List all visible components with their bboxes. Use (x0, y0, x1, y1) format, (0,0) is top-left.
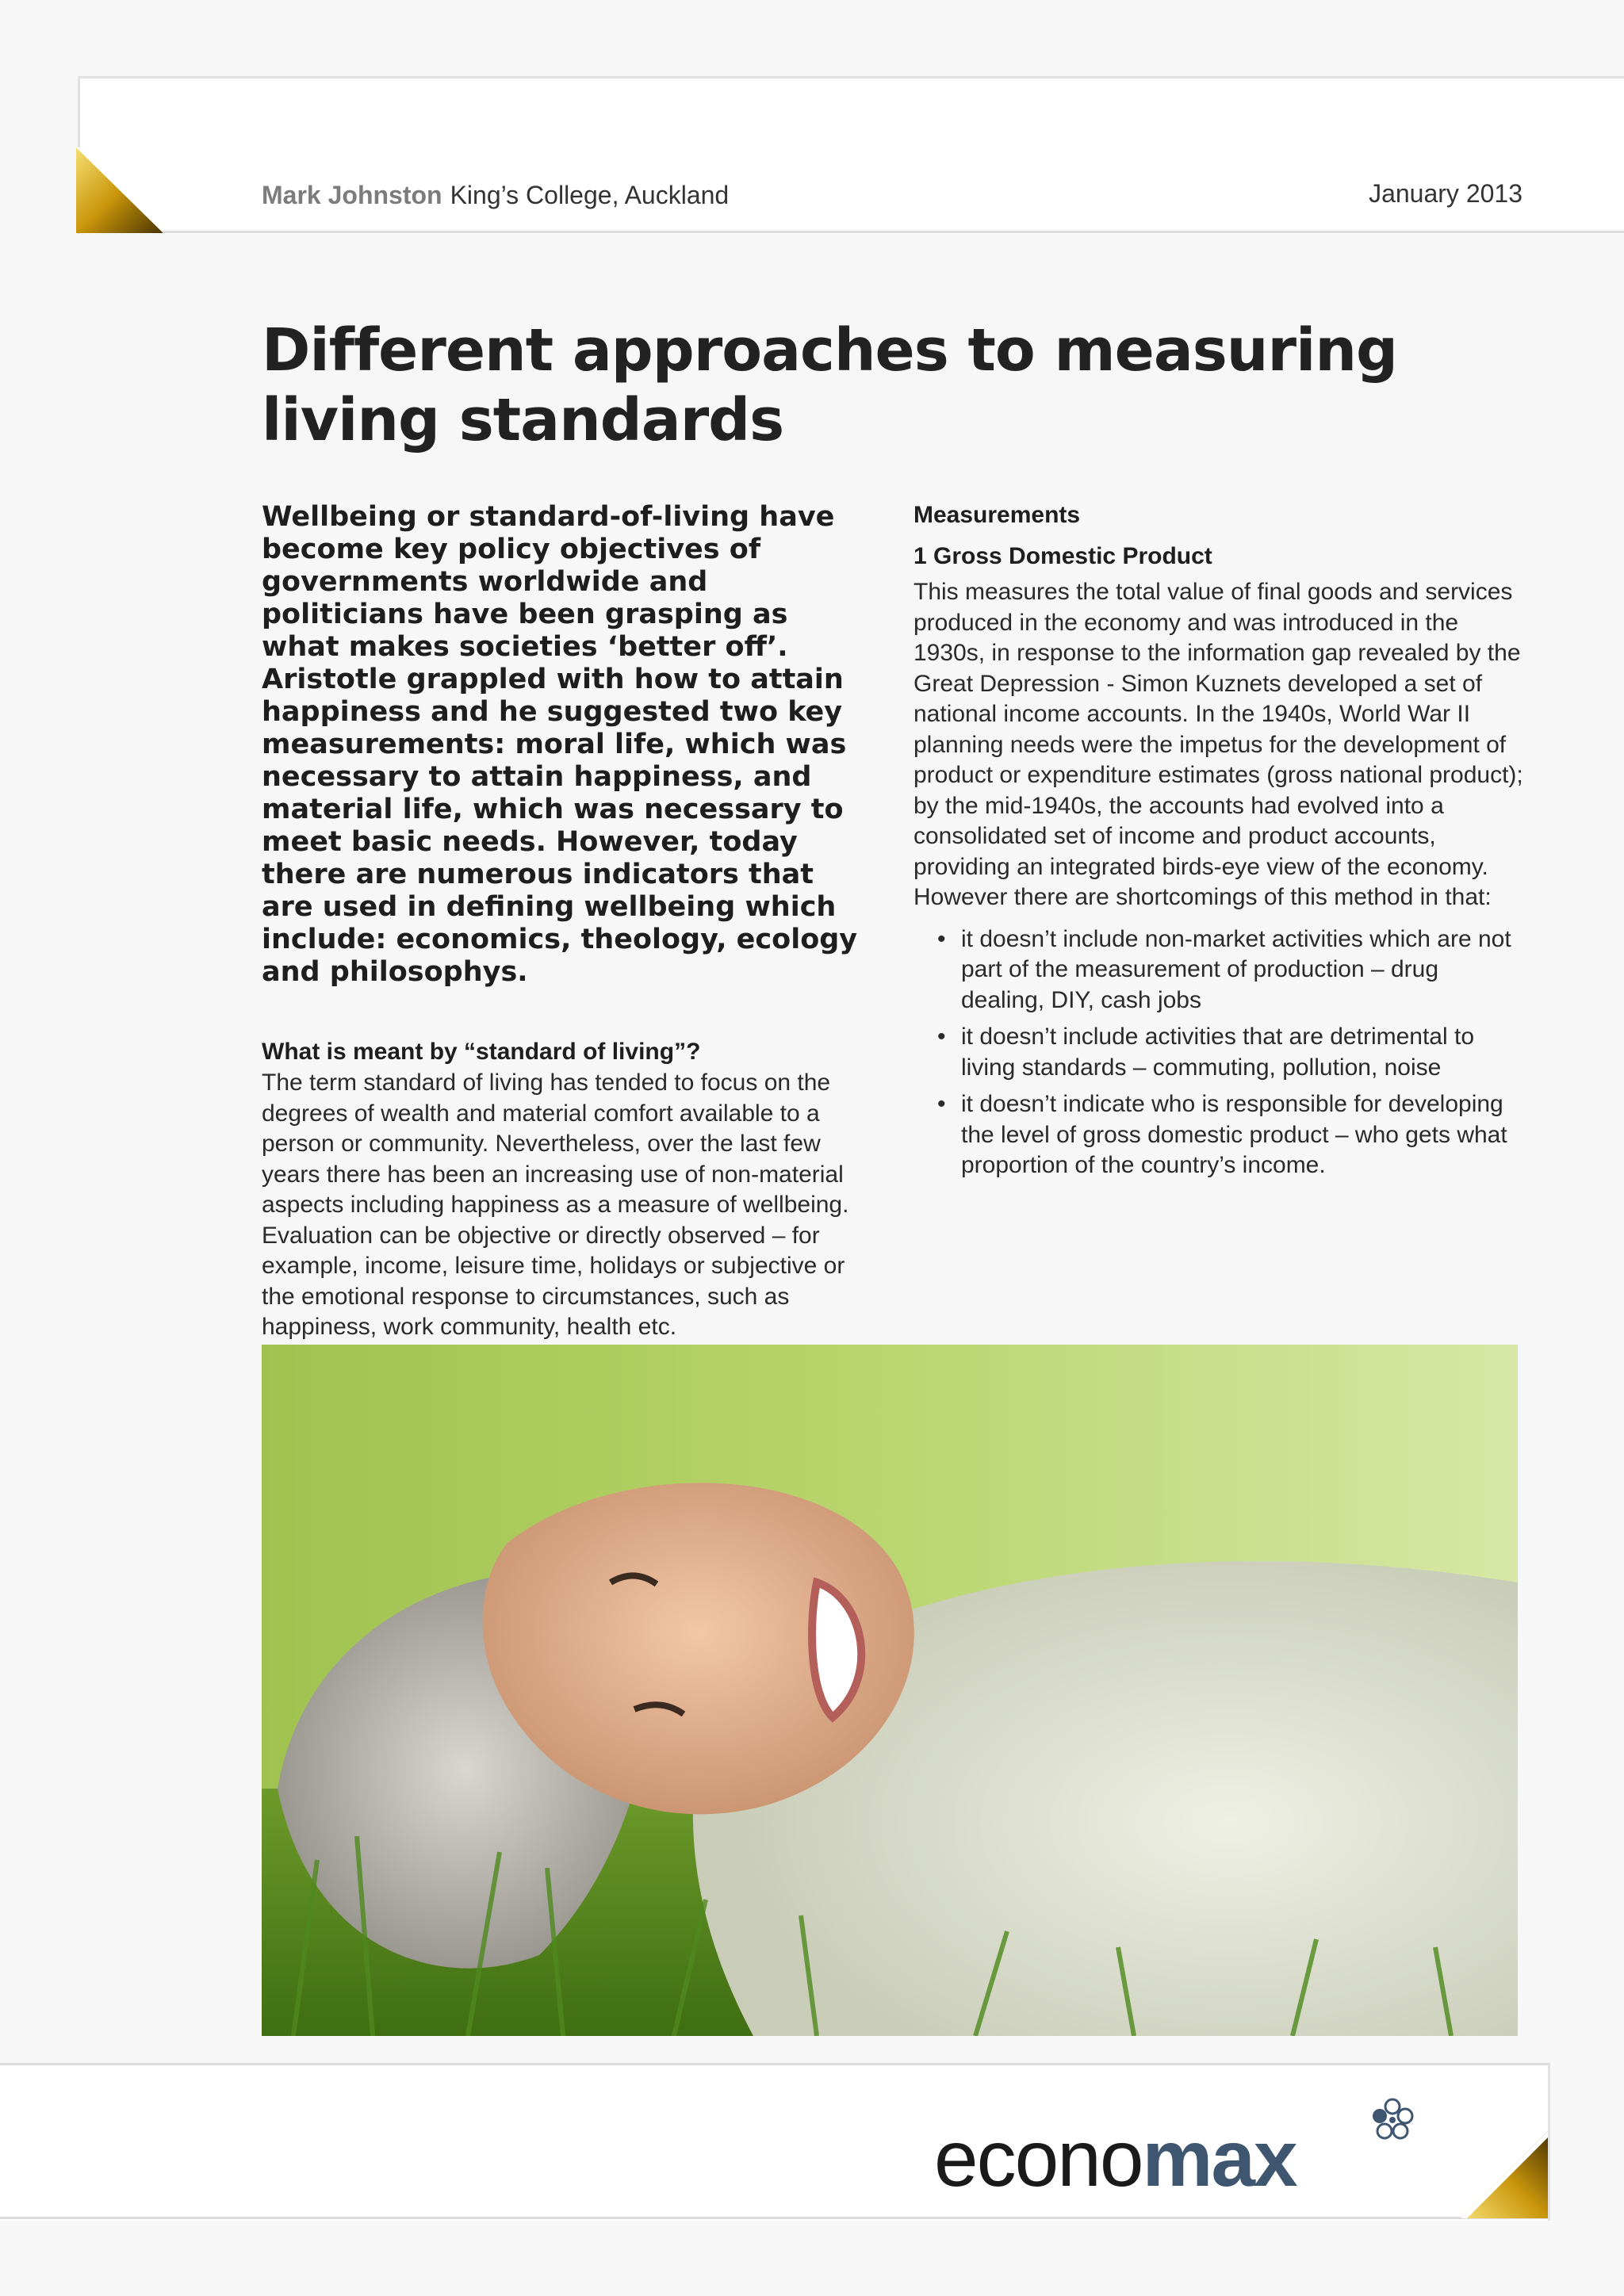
right-column (914, 501, 1524, 1188)
logo-text-part1: econo (934, 2114, 1143, 2198)
article-title: Different approaches to measuring living standards (262, 316, 1398, 454)
left-column (262, 501, 872, 1343)
list-item: • it doesn’t indicate who is responsible for developing the level of gross domestic product – who gets what proportion of the country’s income. (961, 1089, 1524, 1181)
gdp-body: This measures the total value of final goods and services produced in the economy and was introduced in the 1930s, in response to the information gap revealed by the Great Depression - Simon Kuznets developed a set of national income accounts. In the 1940s, World War II planning needs were the impetus for the development of product or expenditure estimates (gross national product); by the mid-1940s, the accounts had evolved into a consolidated set of income and product accounts, providing an integrated birds-eye view of the economy. However there are shortcomings of this method in that: (914, 579, 1523, 910)
measurements-heading: Measurements (914, 502, 1081, 528)
author-name: Mark Johnston (262, 181, 442, 209)
publication-date: January 2013 (1369, 179, 1522, 208)
footer-divider (0, 2217, 1548, 2219)
list-item: • it doesn’t include non-market activities which are not part of the measurement of production – drug dealing, DIY, cash jobs (961, 924, 1524, 1016)
gdp-heading: 1 Gross Domestic Product (914, 543, 1212, 569)
standard-of-living-body: The term standard of living has tended to focus on the degrees of wealth and material comfort available to a person or community. Nevertheless, over the last few years there has been an increasing use of non-material aspects including happiness as a measure of wellbeing. Evaluation can be objective or directly observed – for example, income, leisure time, holidays or subjective or the emotional response to circumstances, such as happiness, work community, health etc. (262, 1070, 849, 1340)
economax-logo (934, 2095, 1426, 2198)
shortcomings-list (914, 924, 1524, 1181)
intro-paragraph: Wellbeing or standard-of-living have become key policy objectives of governments worldwide and politicians have been grasping as what makes societies ‘better off’. Aristotle grappled with how to attain happiness and he suggested two key measurements: moral life, which was necessary to attain happiness, and material life, which was necessary to meet basic needs. However, today there are numerous indicators that are used in defining wellbeing which include: economics, theology, ecology and philosophys. (262, 501, 858, 988)
flower-icon (1373, 2099, 1412, 2138)
footer-corner-ornament (1461, 2131, 1548, 2218)
logo-text-part2: max (1142, 2114, 1297, 2198)
list-item: • it doesn’t include activities that are detrimental to living standards – commuting, pollution, noise (961, 1022, 1524, 1083)
svg-text:economax (934, 2114, 1297, 2198)
standard-of-living-heading: What is meant by “standard of living”? (262, 1039, 701, 1065)
woman-lying-in-grass-photo (262, 1345, 1518, 2036)
author-affiliation: King’s College, Auckland (450, 181, 730, 209)
